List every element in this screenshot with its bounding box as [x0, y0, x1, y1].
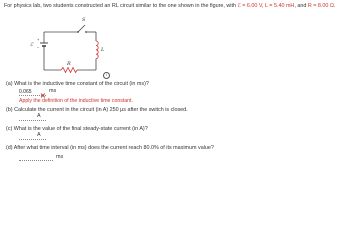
answer-d-input[interactable]	[19, 154, 53, 161]
intro-separator: ,	[262, 3, 266, 9]
resistor-symbol	[61, 68, 77, 73]
emf-label: ℰ	[30, 42, 34, 48]
question-a-text: (a) What is the inductive time constant of the circuit (in ms)?	[6, 81, 149, 87]
answer-a-unit: ms	[49, 88, 57, 94]
switch-label: S	[82, 17, 86, 23]
emf-value: ℰ = 6.00 V	[237, 3, 263, 9]
answer-b-unit: A	[37, 113, 41, 119]
resistor-label: R	[67, 61, 71, 67]
intro-end: .	[333, 3, 336, 9]
answer-b-input[interactable]	[19, 114, 46, 121]
question-d-text: (d) After what time interval (in ms) does the current reach 80.0% of its maximum value?	[6, 145, 214, 151]
answer-c-unit: A	[37, 132, 41, 138]
problem-statement	[4, 3, 348, 10]
inductance-value: L = 5.40 mH	[265, 3, 295, 9]
rl-circuit-diagram	[24, 14, 124, 82]
answer-d-unit: ms	[56, 154, 64, 160]
intro-text: For physics lab, two students constructed an RL circuit similar to the one shown in the figure, with	[4, 3, 238, 9]
switch-arm	[78, 25, 85, 32]
info-icon[interactable]: i	[103, 72, 110, 79]
answer-c-input[interactable]	[19, 133, 46, 140]
answer-a-hint: Apply the definition of the inductive time constant.	[19, 98, 133, 104]
incorrect-x-icon: ✕	[40, 93, 46, 100]
question-c-text: (c) What is the value of the final steady-state current (in A)?	[6, 126, 148, 132]
battery-minus-sign: −	[37, 45, 40, 50]
battery-plus-sign: +	[37, 37, 40, 42]
inductor-label: L	[101, 47, 105, 53]
question-b-text: (b) Calculate the current in the circuit (in A) 250 μs after the switch is closed.	[6, 107, 188, 113]
resistance-value: R = 8.00 Ω	[307, 3, 334, 9]
intro-separator: , and	[294, 3, 308, 9]
inductor-symbol	[96, 41, 98, 59]
